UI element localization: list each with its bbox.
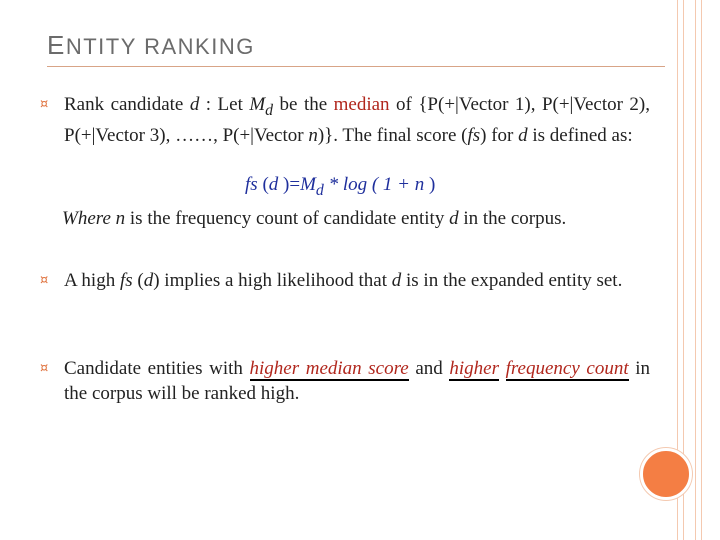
decorative-rule [701,0,702,540]
decorative-circle [640,448,692,500]
score-formula: fs (d )$=M_d * \log$ ( 1 + n ) [245,174,436,199]
bullet-1-text: Rank candidate d : Let $M_d$ be the median of {P(+|Vector 1), P(+|Vector 2), P(+|Vector 3), ……, P(+|Vector n)}. The final score (fs) for d is defined as: [64,94,650,146]
bullet-3-text: Candidate entities with higher median score and higher frequency count in the corpus will be ranked high. [64,358,651,404]
bullet-icon: ¤ [40,361,49,376]
where-clause: Where n is the frequency count of candidate entity d in the corpus. [62,208,567,229]
title-rest: NTITY RANKING [65,34,255,59]
slide-title [47,30,255,61]
decorative-rule [695,0,696,540]
bullet-icon: ¤ [40,273,49,288]
title-initial: E [47,30,66,60]
bullet-2-text: A high fs (d) implies a high likelihood that d is in the expanded entity set. [64,270,623,291]
bullet-icon: ¤ [40,97,49,112]
title-underline [47,66,665,67]
